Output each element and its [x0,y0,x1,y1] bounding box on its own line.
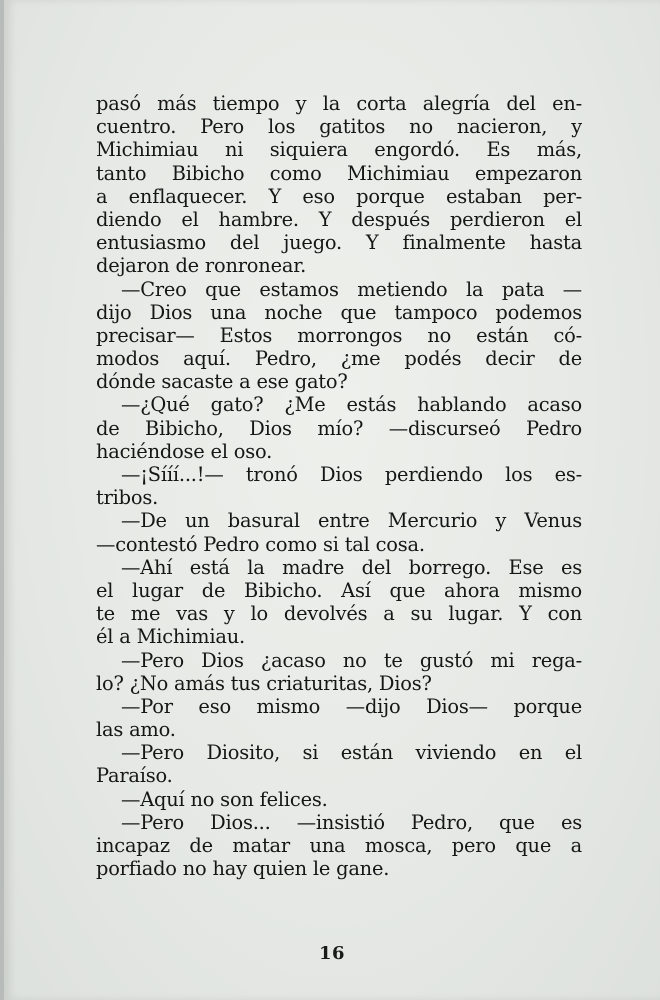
text-line: —Aquí no son felices. [121,787,328,811]
text-line: las amo. [96,718,176,742]
text-line: incapaz de matar una mosca, pero que a [96,834,582,857]
text-line: precisar— Estos morrongos no están có- [96,323,582,347]
text-line: —Por eso mismo —dijo Dios— porque [121,694,582,718]
text-line: Paraíso. [96,764,173,788]
text-line: —contestó Pedro como si tal cosa. [96,532,425,556]
text-line: haciéndose el oso. [96,439,273,463]
book-page [4,0,660,1000]
text-line: el lugar de Bibicho. Así que ahora mismo [96,578,582,602]
text-line: modos aquí. Pedro, ¿me podés decir de [96,347,582,371]
body-text [96,92,582,880]
text-line: Michimiau ni siquiera engordó. Es más, [96,138,582,162]
text-line: —Ahí está la madre del borrego. Ese es [121,555,582,579]
text-line: pasó más tiempo y la corta alegría del en- [96,92,582,115]
text-line: entusiasmo del juego. Y finalmente hasta [96,231,582,255]
text-line: —Pero Diosito, si están viviendo en el [121,741,582,765]
text-line: —¿Qué gato? ¿Me estás hablando acaso [121,393,582,417]
text-line: te me vas y lo devolvés a su lugar. Y con [96,602,582,626]
text-line: —Pero Dios ¿acaso no te gustó mi rega- [121,648,582,672]
text-line: él a Michimiau. [96,625,245,649]
text-line: —De un basural entre Mercurio y Venus [121,509,582,533]
text-line: cuentro. Pero los gatitos no nacieron, y [96,115,582,139]
text-line: tribos. [96,486,159,510]
text-line: dónde sacaste a ese gato? [96,370,348,394]
text-line: tanto Bibicho como Michimiau empezaron [96,161,582,185]
text-line: dijo Dios una noche que tampoco podemos [96,300,582,324]
text-line: —¡Sííí...!— tronó Dios perdiendo los es- [121,463,582,486]
page-number: 16 [318,943,346,964]
text-line: diendo el hambre. Y después perdieron el [96,207,582,231]
text-line: —Pero Dios... —insistió Pedro, que es [121,810,582,834]
text-line: porfiado no hay quien le gane. [96,857,390,881]
text-line: —Creo que estamos metiendo la pata — [121,277,582,301]
text-line: lo? ¿No amás tus criaturitas, Dios? [96,671,432,695]
text-line: a enflaquecer. Y eso porque estaban per- [96,184,582,208]
text-line: dejaron de ronronear. [96,254,307,278]
text-line: de Bibicho, Dios mío? —discurseó Pedro [96,416,582,440]
